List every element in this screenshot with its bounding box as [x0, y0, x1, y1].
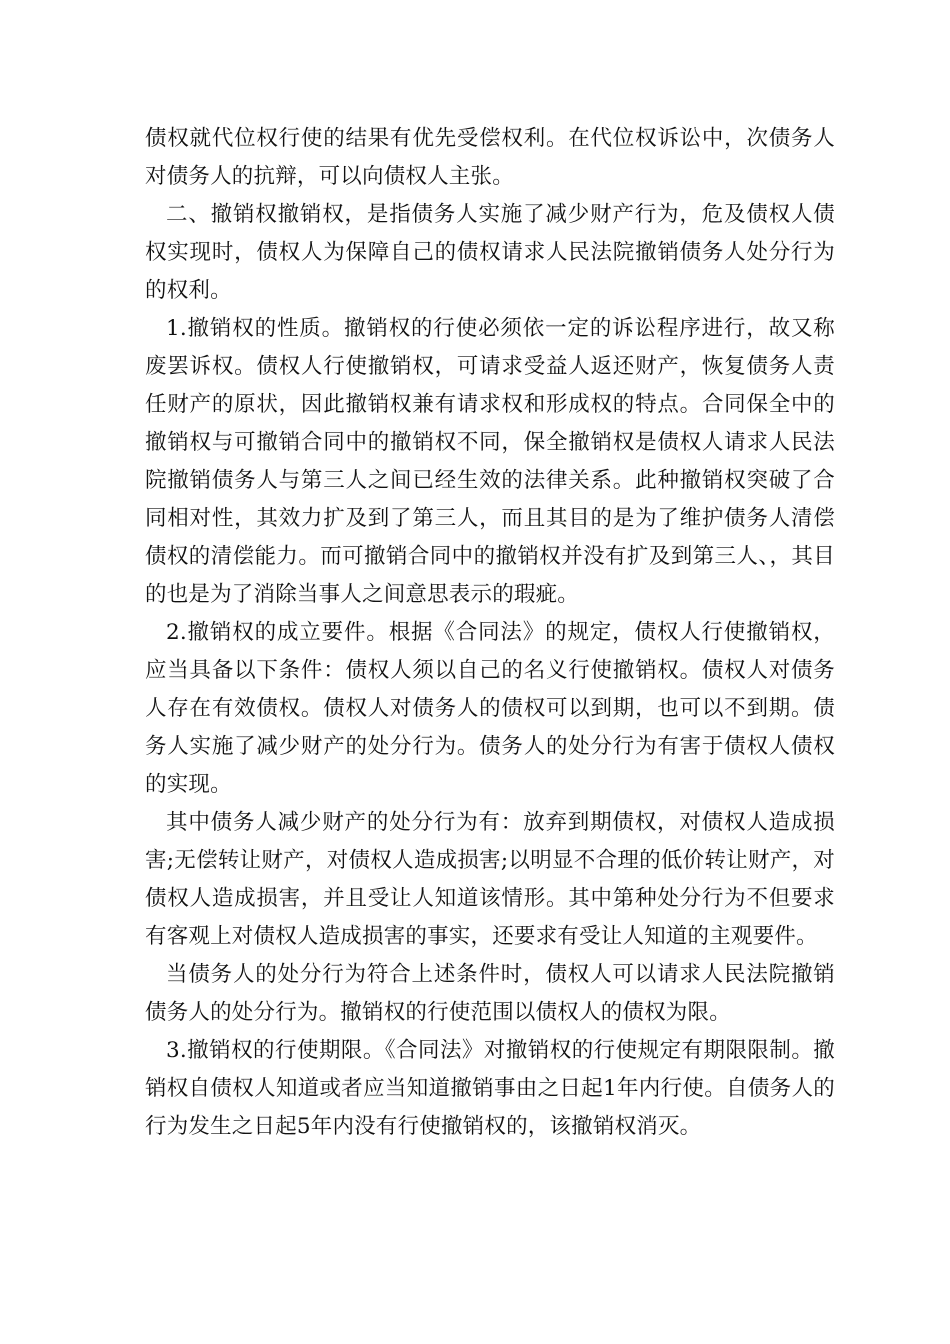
- paragraph-section-two-revocation-right: 二、撤销权撤销权，是指债务人实施了减少财产行为，危及债权人债权实现时，债权人为保障自己的债权请求人民法院撤销债务人处分行为的权利。: [145, 202, 835, 303]
- paragraph-requirements-of-revocation-right: 2.撤销权的成立要件。根据《合同法》的规定，债权人行使撤销权，应当具备以下条件：债权人须以自己的名义行使撤销权。债权人对债务人存在有效债权。债权人对债务人的债权可以到期，也可以不到期。债务人实施了减少财产的处分行为。债务人的处分行为有害于债权人债权的实现。: [145, 620, 835, 797]
- paragraph-nature-of-revocation-right: 1.撤销权的性质。撤销权的行使必须依一定的诉讼程序进行，故又称废罢诉权。债权人行使撤销权，可请求受益人返还财产，恢复债务人责任财产的原状，因此撤销权兼有请求权和形成权的特点。合同保全中的撤销权与可撤销合同中的撤销权不同，保全撤销权是债权人请求人民法院撤销债务人与第三人之间已经生效的法律关系。此种撤销权突破了合同相对性，其效力扩及到了第三人，而且其目的是为了维护债务人清偿债权的清偿能力。而可撤销合同中的撤销权并没有扩及到第三人、，其目的也是为了消除当事人之间意思表示的瑕疵。: [145, 316, 835, 607]
- document-body: [145, 120, 835, 1146]
- paragraph-disposal-acts: 其中债务人减少财产的处分行为有：放弃到期债权，对债权人造成损害;无偿转让财产，对债权人造成损害;以明显不合理的低价转让财产，对债权人造成损害，并且受让人知道该情形。其中第种处分行为不但要求有客观上对债权人造成损害的事实，还要求有受让人知道的主观要件。: [145, 810, 835, 949]
- paragraph-scope-of-exercise: 当债务人的处分行为符合上述条件时，债权人可以请求人民法院撤销债务人的处分行为。撤销权的行使范围以债权人的债权为限。: [145, 962, 835, 1025]
- paragraph-continuation: 债权就代位权行使的结果有优先受偿权利。在代位权诉讼中，次债务人对债务人的抗辩，可以向债权人主张。: [145, 126, 835, 189]
- paragraph-exercise-period: 3.撤销权的行使期限。《合同法》对撤销权的行使规定有期限限制。撤销权自债权人知道或者应当知道撤销事由之日起1年内行使。自债务人的行为发生之日起5年内没有行使撤销权的，该撤销权消灭。: [145, 1038, 835, 1139]
